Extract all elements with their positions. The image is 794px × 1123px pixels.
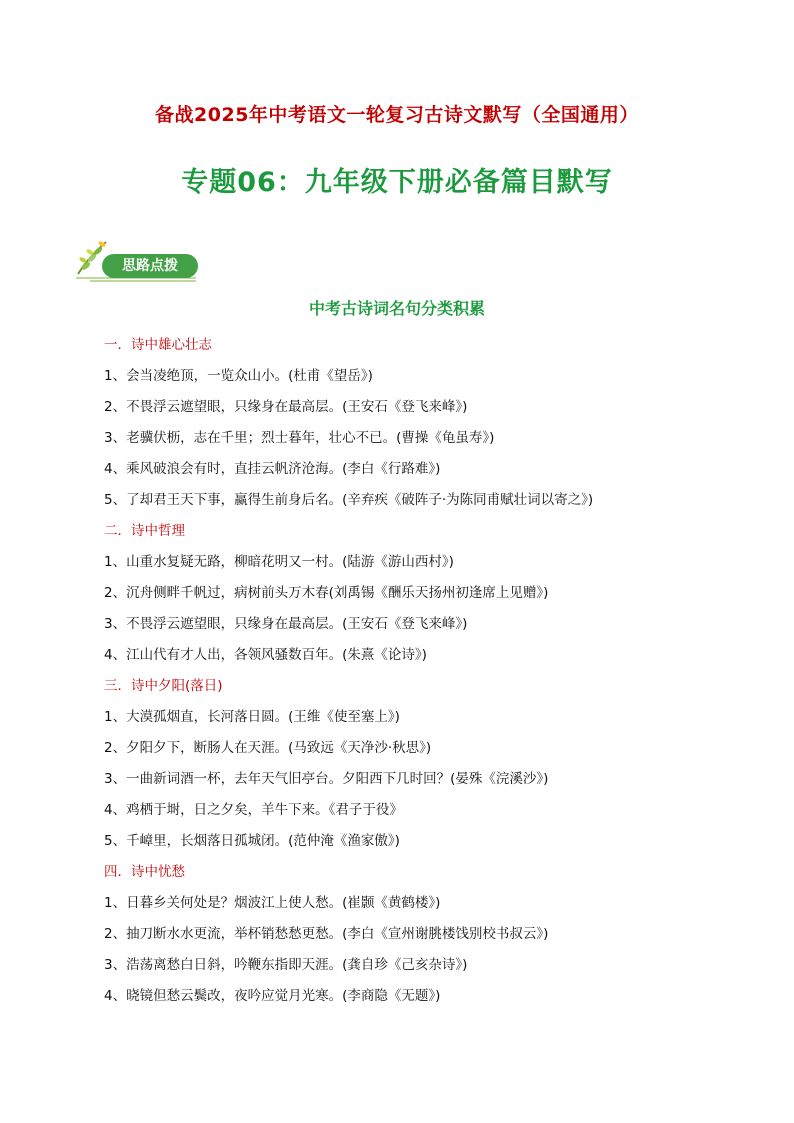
list-item: 1、大漠孤烟直，长河落日圆。(王维《使至塞上》) xyxy=(104,709,400,725)
list-item: 3、老骥伏枥，志在千里；烈士暮年，壮心不已。(曹操《龟虽寿》) xyxy=(104,430,495,446)
list-item: 2、抽刀断水水更流，举杯销愁愁更愁。(李白《宣州谢朓楼饯别校书叔云》) xyxy=(104,926,549,942)
document-title: 备战2025年中考语文一轮复习古诗文默写（全国通用） xyxy=(155,104,639,126)
tips-badge-label: 思路点拨 xyxy=(122,258,178,274)
list-item: 3、浩荡离愁白日斜，吟鞭东指即天涯。(龚自珍《己亥杂诗》) xyxy=(104,957,468,973)
list-item: 1、日暮乡关何处是？烟波江上使人愁。(崔颢《黄鹤楼》) xyxy=(104,895,441,911)
list-item: 4、江山代有才人出，各领风骚数百年。(朱熹《论诗》) xyxy=(104,647,427,663)
category-heading: 一．诗中雄心壮志 xyxy=(104,337,212,353)
list-item: 2、不畏浮云遮望眼，只缘身在最高层。(王安石《登飞来峰》) xyxy=(104,399,468,415)
list-item: 3、不畏浮云遮望眼，只缘身在最高层。(王安石《登飞来峰》) xyxy=(104,616,468,632)
section-title: 中考古诗词名句分类积累 xyxy=(308,299,485,318)
category-heading: 二．诗中哲理 xyxy=(104,523,185,539)
list-item: 1、会当凌绝顶，一览众山小。(杜甫《望岳》) xyxy=(104,368,373,384)
list-item: 5、了却君王天下事，赢得生前身后名。(辛弃疾《破阵子·为陈同甫赋壮词以寄之》) xyxy=(104,492,594,508)
list-item: 4、鸡栖于埘，日之夕矣，羊牛下来。《君子于役》 xyxy=(104,802,403,818)
list-item: 5、千嶂里，长烟落日孤城闭。(范仲淹《渔家傲》) xyxy=(104,833,400,849)
list-item: 1、山重水复疑无路，柳暗花明又一村。(陆游《游山西村》) xyxy=(104,554,454,570)
tips-badge xyxy=(72,238,202,282)
document-subtitle: 专题06：九年级下册必备篇目默写 xyxy=(181,167,613,198)
list-item: 2、沉舟侧畔千帆过，病树前头万木春(刘禹锡《酬乐天扬州初逢席上见赠》) xyxy=(104,585,549,601)
list-item: 2、夕阳夕下，断肠人在天涯。(马致远《天净沙·秋思》) xyxy=(104,740,432,756)
list-item: 4、乘风破浪会有时，直挂云帆济沧海。(李白《行路难》) xyxy=(104,461,441,477)
list-item: 3、一曲新词酒一杯，去年天气旧亭台。夕阳西下几时回？(晏殊《浣溪沙》) xyxy=(104,771,549,787)
category-heading: 三．诗中夕阳(落日) xyxy=(104,678,223,694)
list-item: 4、晓镜但愁云鬓改，夜吟应觉月光寒。(李商隐《无题》) xyxy=(104,988,441,1004)
poem-list xyxy=(104,332,744,1014)
category-heading: 四．诗中忧愁 xyxy=(104,864,185,880)
